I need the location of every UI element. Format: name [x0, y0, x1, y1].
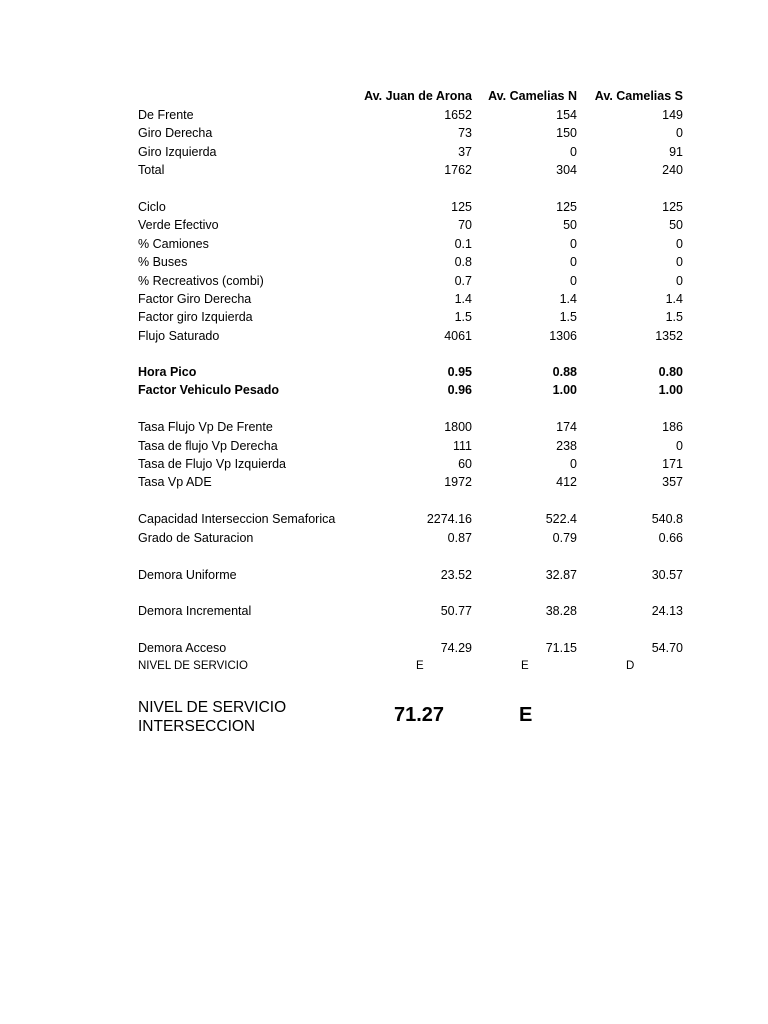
cell-value: 0.1	[454, 237, 472, 251]
cell-value: 0	[570, 145, 577, 159]
cell-value: 60	[458, 457, 472, 471]
cell-value: 1762	[444, 163, 472, 177]
cell-value: 4061	[444, 329, 472, 343]
row-label: Giro Izquierda	[138, 145, 217, 159]
table-row	[0, 253, 768, 271]
cell-value: 0.7	[454, 274, 472, 288]
cell-value: 50.77	[440, 604, 472, 618]
table-row	[0, 272, 768, 290]
table-row	[0, 106, 768, 124]
cell-value: 412	[556, 475, 577, 489]
cell-value: 0	[570, 274, 577, 288]
cell-value: E	[416, 660, 424, 672]
row-label: Factor giro Izquierda	[138, 310, 253, 324]
cell-value: 0.79	[552, 531, 577, 545]
cell-value: 1972	[444, 475, 472, 489]
cell-value: 150	[556, 126, 577, 140]
row-label: Total	[138, 163, 165, 177]
cell-value: 1652	[444, 108, 472, 122]
cell-value: 0	[676, 274, 683, 288]
cell-value: 0.66	[658, 531, 683, 545]
row-label: Demora Uniforme	[138, 568, 237, 582]
cell-value: 1306	[549, 329, 577, 343]
row-label: Capacidad Interseccion Semaforica	[138, 512, 336, 526]
table-row	[0, 566, 768, 584]
cell-value: 71.15	[545, 641, 577, 655]
table-row	[0, 437, 768, 455]
cell-value: 174	[556, 420, 577, 434]
table-row	[0, 235, 768, 253]
cell-value: 0.80	[658, 365, 683, 379]
row-label: Factor Giro Derecha	[138, 292, 252, 306]
row-label: Tasa Vp ADE	[138, 475, 212, 489]
cell-value: 1.4	[559, 292, 577, 306]
cell-value: 304	[556, 163, 577, 177]
cell-value: 186	[662, 420, 683, 434]
cell-value: 0	[676, 255, 683, 269]
row-label: % Buses	[138, 255, 188, 269]
table-row	[0, 639, 768, 657]
cell-value: 125	[662, 200, 683, 214]
row-label: Demora Incremental	[138, 604, 252, 618]
cell-value: 111	[452, 439, 472, 453]
table-row	[0, 602, 768, 620]
intersection-level-of-service	[0, 698, 768, 738]
row-label: % Camiones	[138, 237, 209, 251]
cell-value: 23.52	[440, 568, 472, 582]
cell-value: 70	[458, 218, 472, 232]
cell-value: 1352	[655, 329, 683, 343]
cell-value: 0	[570, 237, 577, 251]
cell-value: 0.96	[447, 383, 472, 397]
cell-value: 0	[570, 457, 577, 471]
cell-value: 0	[676, 126, 683, 140]
cell-value: 38.28	[545, 604, 577, 618]
intersection-label-line2: INTERSECCION	[138, 718, 256, 735]
table-row	[0, 381, 768, 399]
column-header-camelias-s: Av. Camelias S	[594, 89, 683, 103]
table-row	[0, 455, 768, 473]
table-row	[0, 124, 768, 142]
row-label: Grado de Saturacion	[138, 531, 254, 545]
cell-value: 0.8	[454, 255, 472, 269]
table-row	[0, 198, 768, 216]
cell-value: 240	[662, 163, 683, 177]
cell-value: 37	[458, 145, 472, 159]
table-row	[0, 161, 768, 179]
cell-value: 125	[556, 200, 577, 214]
cell-value: 1.5	[559, 310, 577, 324]
cell-value: 1.00	[658, 383, 683, 397]
header-row	[0, 87, 768, 105]
cell-value: 24.13	[651, 604, 683, 618]
row-label: Ciclo	[138, 200, 166, 214]
cell-value: 50	[669, 218, 683, 232]
cell-value: 149	[662, 108, 683, 122]
cell-value: 32.87	[545, 568, 577, 582]
intersection-grade: E	[519, 704, 533, 726]
row-label: Demora Acceso	[138, 641, 227, 655]
row-label: Tasa de Flujo Vp Izquierda	[138, 457, 287, 471]
row-label: Flujo Saturado	[138, 329, 220, 343]
table-row	[0, 510, 768, 528]
table-row	[0, 308, 768, 326]
row-label: Hora Pico	[138, 365, 197, 379]
row-label: Giro Derecha	[138, 126, 213, 140]
intersection-label-line1: NIVEL DE SERVICIO	[138, 699, 287, 716]
column-header-camelias-n: Av. Camelias N	[488, 89, 577, 103]
cell-value: 0.87	[447, 531, 472, 545]
column-header-juan-de-arona: Av. Juan de Arona	[364, 89, 472, 103]
cell-value: 0.88	[552, 365, 577, 379]
cell-value: 1.5	[665, 310, 683, 324]
cell-value: 2274.16	[426, 512, 472, 526]
cell-value: 357	[662, 475, 683, 489]
cell-value: 171	[662, 457, 683, 471]
cell-value: 0	[676, 439, 683, 453]
cell-value: 0.95	[447, 365, 472, 379]
row-label: % Recreativos (combi)	[138, 274, 264, 288]
cell-value: 54.70	[651, 641, 683, 655]
cell-value: 73	[458, 126, 472, 140]
cell-value: 50	[563, 218, 577, 232]
cell-value: 1.4	[665, 292, 683, 306]
cell-value: 74.29	[440, 641, 472, 655]
cell-value: 540.8	[651, 512, 683, 526]
table-row	[0, 216, 768, 234]
row-label: Tasa de flujo Vp Derecha	[138, 439, 278, 453]
cell-value: 522.4	[545, 512, 577, 526]
table-row	[0, 290, 768, 308]
row-label: Tasa Flujo Vp De Frente	[138, 420, 273, 434]
table-row	[0, 418, 768, 436]
cell-value: 1.5	[454, 310, 472, 324]
row-label: Factor Vehiculo Pesado	[138, 383, 280, 397]
row-label: De Frente	[138, 108, 194, 122]
level-of-service-row	[0, 657, 768, 675]
table-row	[0, 473, 768, 491]
table-row	[0, 363, 768, 381]
table-row	[0, 143, 768, 161]
cell-value: 125	[451, 200, 472, 214]
cell-value: 1.4	[454, 292, 472, 306]
cell-value: 91	[669, 145, 683, 159]
cell-value: 0	[676, 237, 683, 251]
table-row	[0, 327, 768, 345]
row-label: Verde Efectivo	[138, 218, 219, 232]
row-label: NIVEL DE SERVICIO	[138, 660, 248, 672]
cell-value: 1800	[444, 420, 472, 434]
cell-value: 154	[556, 108, 577, 122]
cell-value: 1.00	[552, 383, 577, 397]
intersection-label	[138, 698, 286, 736]
cell-value: D	[626, 660, 635, 672]
cell-value: 0	[570, 255, 577, 269]
table-row	[0, 529, 768, 547]
cell-value: E	[521, 660, 529, 672]
intersection-delay-value: 71.27	[394, 704, 445, 726]
cell-value: 238	[556, 439, 577, 453]
cell-value: 30.57	[651, 568, 683, 582]
